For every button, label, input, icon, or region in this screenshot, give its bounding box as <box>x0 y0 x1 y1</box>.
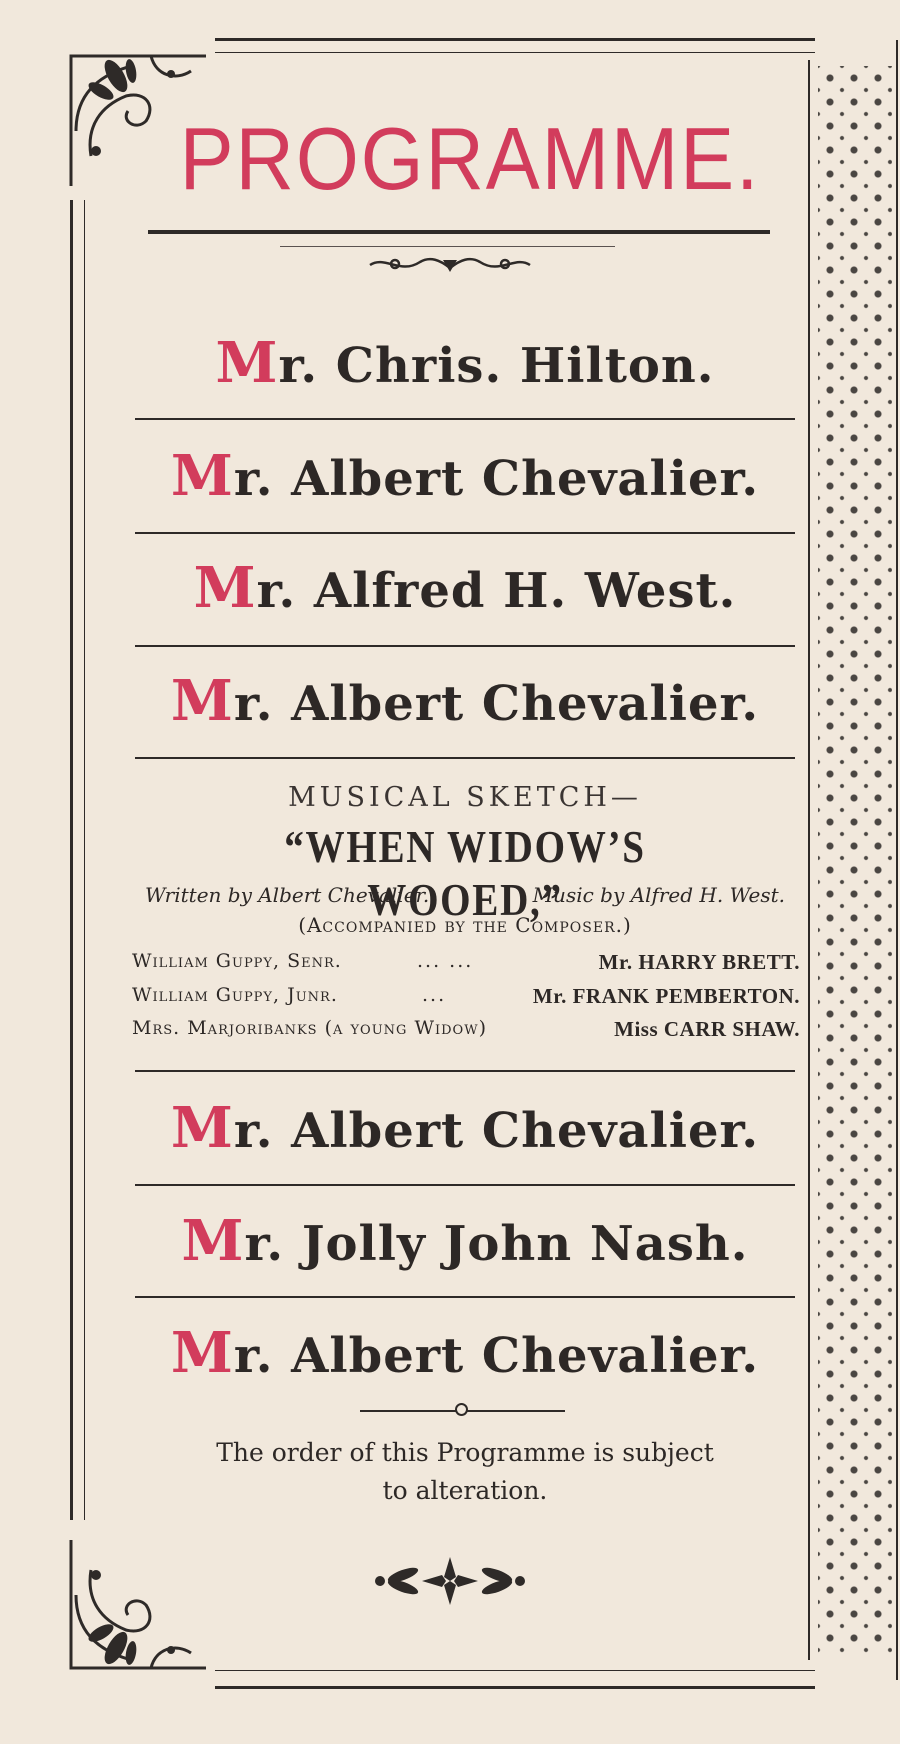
corner-ornament-bottom-left-icon <box>56 1540 206 1690</box>
alteration-note <box>150 1434 780 1510</box>
act-name: r. Albert Chevalier. <box>233 1328 760 1384</box>
act-4 <box>135 668 795 734</box>
act-6 <box>135 1208 795 1274</box>
sketch-heading: MUSICAL SKETCH— <box>288 782 642 813</box>
cast-actor: Mr. FRANK PEMBERTON. <box>532 984 800 1008</box>
title-thin-rule <box>280 246 615 247</box>
divider <box>135 645 795 647</box>
border-bottom <box>215 1686 815 1689</box>
divider <box>135 757 795 759</box>
border-top <box>215 38 815 41</box>
cast-dots: ... <box>422 984 447 1006</box>
act-initial: M <box>170 1095 234 1161</box>
act-initial: M <box>215 330 279 396</box>
act-name: r. Albert Chevalier. <box>233 451 760 507</box>
cast-role: William Guppy, Senr. <box>132 950 342 972</box>
divider <box>135 1296 795 1298</box>
act-name: r. Alfred H. West. <box>256 563 737 619</box>
divider <box>135 1070 795 1072</box>
act-name: r. Albert Chevalier. <box>233 1103 760 1159</box>
cast-row <box>132 984 800 1014</box>
border-top-inner <box>215 52 815 53</box>
title-rule <box>148 230 770 234</box>
page-title: PROGRAMME. <box>179 109 761 208</box>
cast-dots: ... ... <box>417 950 474 972</box>
cast-row <box>132 950 800 980</box>
written-by: Written by Albert Chevalier. <box>145 883 430 907</box>
act-3 <box>135 555 795 621</box>
act-initial: M <box>181 1208 245 1274</box>
music-by: Music by Alfred H. West. <box>532 883 785 907</box>
bottom-ornament-icon <box>368 1553 532 1609</box>
small-circle-icon <box>455 1403 468 1416</box>
act-1 <box>135 330 795 396</box>
divider <box>135 1184 795 1186</box>
cast-actor: Miss CARR SHAW. <box>614 1017 800 1041</box>
act-name: r. Chris. Hilton. <box>278 338 715 394</box>
divider <box>135 418 795 420</box>
cast-role: Mrs. Marjoribanks (a young Widow) <box>132 1017 487 1039</box>
act-name: r. Jolly John Nash. <box>244 1216 749 1272</box>
border-left-inner <box>84 200 85 1520</box>
divider <box>135 532 795 534</box>
act-initial: M <box>170 668 234 734</box>
act-name: r. Albert Chevalier. <box>233 676 760 732</box>
floral-pattern-strip <box>818 66 892 1656</box>
border-left <box>70 200 73 1520</box>
act-initial: M <box>193 555 257 621</box>
act-initial: M <box>170 443 234 509</box>
title-flourish-icon <box>365 250 535 280</box>
cast-row <box>132 1017 800 1047</box>
sketch-title: “WHEN WIDOW’S WOOED,” <box>284 821 646 925</box>
border-right-inner <box>808 60 810 1660</box>
cast-role: William Guppy, Junr. <box>132 984 338 1006</box>
act-initial: M <box>170 1320 234 1386</box>
note-line-1: The order of this Programme is subject <box>216 1438 714 1467</box>
act-5 <box>135 1095 795 1161</box>
note-line-2: to alteration. <box>382 1476 548 1505</box>
accompanied-note: (Accompanied by the Composer.) <box>298 913 632 937</box>
cast-actor: Mr. HARRY BRETT. <box>598 950 800 974</box>
act-7 <box>135 1320 795 1386</box>
act-2 <box>135 443 795 509</box>
border-bottom-inner <box>215 1670 815 1671</box>
border-right <box>896 40 898 1680</box>
